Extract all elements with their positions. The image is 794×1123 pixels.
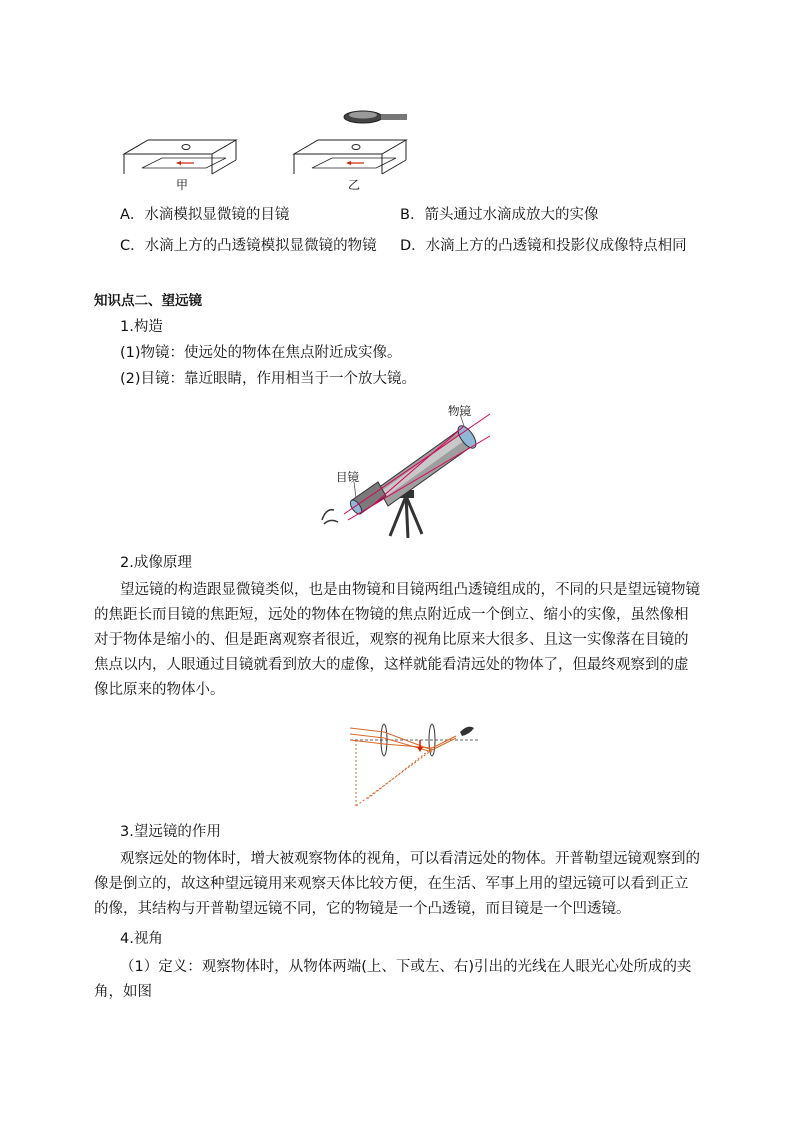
- option-a: A．水滴模拟显微镜的目镜: [120, 207, 290, 223]
- structure-item-1: (1)物镜：使远处的物体在焦点附近成实像。: [120, 345, 402, 361]
- objective-label: 物镜: [448, 404, 471, 418]
- label-yi: 乙: [348, 178, 361, 192]
- eye-icon: [322, 510, 338, 524]
- box-yi: [294, 140, 406, 174]
- box-jia: [124, 140, 236, 174]
- structure-item-2: (2)目镜：靠近眼睛，作用相当于一个放大镜。: [120, 371, 417, 387]
- eyepiece-label: 目镜: [336, 470, 359, 484]
- principle-heading: 2.成像原理: [120, 555, 192, 571]
- option-b: B．箭头通过水滴成放大的实像: [400, 207, 599, 223]
- view-angle-heading: 4.视角: [120, 931, 163, 947]
- label-jia: 甲: [176, 178, 189, 192]
- option-c: C．水滴上方的凸透镜模拟显微镜的物镜: [120, 238, 377, 254]
- tripod: [390, 496, 422, 538]
- function-text: 观察远处的物体时，增大被观察物体的视角，可以看清远处的物体。开普勒望远镜观察到的像是倒立的，故这种望远镜用来观察天体比较方便，在生活、军事上用的望远镜可以看到正立的像，其结构与开普勒望远镜不同，它的物镜是一个凸透镜，而目镜是一个凹透镜。: [94, 851, 700, 917]
- function-heading: 3.望远镜的作用: [120, 824, 221, 840]
- structure-heading: 1.构造: [120, 319, 163, 335]
- section-title: 知识点二、望远镜: [94, 293, 202, 309]
- water-drop-microscope-figure: [118, 104, 438, 196]
- option-d: D．水滴上方的凸透镜和投影仪成像特点相同: [400, 238, 687, 254]
- magnifier-icon: [344, 111, 407, 123]
- eye-icon: [460, 727, 474, 736]
- principle-text: 望远镜的构造跟显微镜类似，也是由物镜和目镜两组凸透镜组成的，不同的只是望远镜物镜的焦距长而目镜的焦距短，远处的物体在物镜的焦点附近成一个倒立、缩小的实像，虽然像相对于物体是缩小的、但是距离观察者很近，观察的视角比原来大很多、且这一实像落在目镜的焦点以内，人眼通过目镜就看到放大的虚像，这样就能看清远处的物体了，但最终观察到的虚像比原来的物体小。: [94, 582, 700, 698]
- view-angle-text: （1）定义：观察物体时，从物体两端(上、下或左、右)引出的光线在人眼光心处所成的夹角，如图: [94, 959, 692, 1000]
- telescope-ray-diagram: [346, 714, 482, 810]
